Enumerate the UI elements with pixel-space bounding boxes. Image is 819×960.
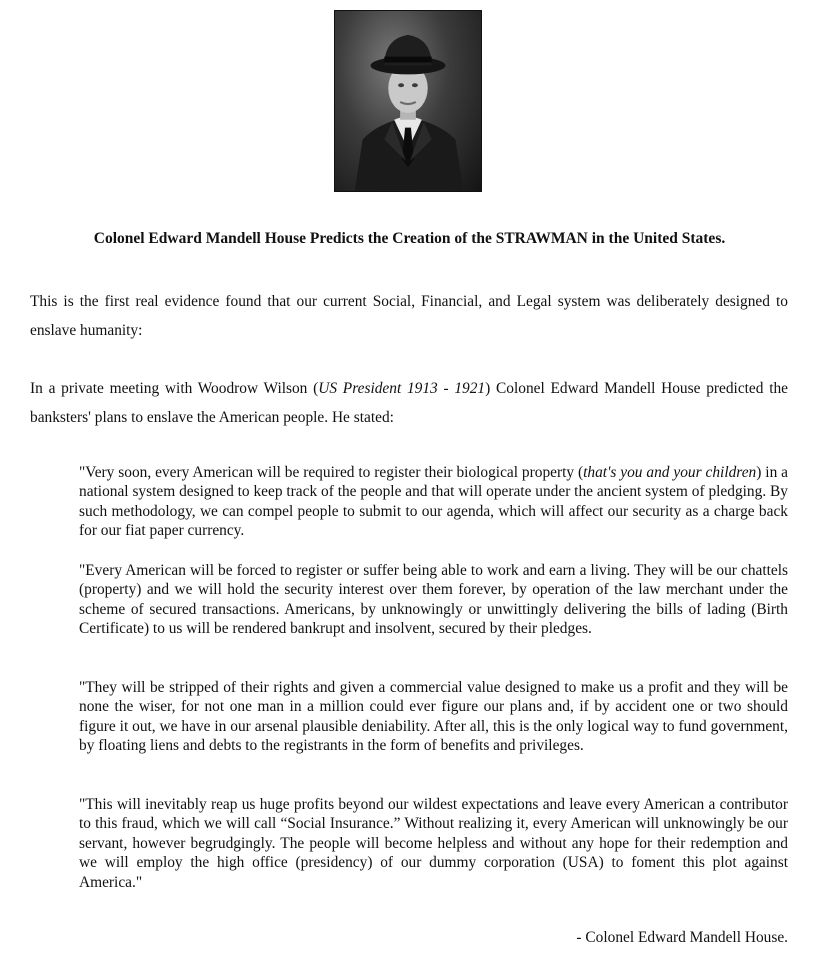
portrait-photo: [334, 10, 482, 192]
context-text-after: ) Colonel Edward Mandell House predicted the banksters' plans to enslave the American people. He stated:: [30, 380, 788, 426]
quote-paragraph-2: "Every American will be forced to register or suffer being able to work and earn a living. They will be our chattels (property) and we will hold the security interest over them forever, by operation of the law merchant under the scheme of secured transactions. Americans, by unknowingly or unwittingly delivering the bills of lading (Birth Certificate) to us will be rendered bankrupt and insolvent, secured by their pledges.: [79, 562, 788, 638]
context-paragraph: [30, 374, 788, 432]
signature: - Colonel Edward Mandell House.: [576, 929, 788, 946]
quote-paragraph-1: [79, 463, 788, 541]
quote-1-italic: that's you and your children: [583, 464, 757, 481]
context-text-before: In a private meeting with Woodrow Wilson (: [30, 380, 319, 397]
quote-paragraph-4: "This will inevitably reap us huge profits beyond our wildest expectations and leave every American a contributor to this fraud, which we will call “Social Insurance.” Without realizing it, every American will unknowingly be our servant, however begrudgingly. The people will become helpless and without any hope for their redemption and we will employ the high office (presidency) of our dummy corporation (USA) to foment this plot against America.": [79, 796, 788, 891]
portrait-photo-icon: [335, 11, 481, 191]
quote-1-before: "Very soon, every American will be required to register their biological property (: [79, 464, 584, 481]
quote-1-after: ) in a national system designed to keep track of the people and that will operate under the ancient system of pledging. By such methodology, we can compel people to submit to our agenda, which will affect our security as a charge back for our fiat paper currency.: [79, 464, 789, 540]
page-title: Colonel Edward Mandell House Predicts the Creation of the STRAWMAN in the United States.: [93, 230, 726, 247]
intro-paragraph: This is the first real evidence found that our current Social, Financial, and Legal system was deliberately designed to enslave humanity:: [30, 293, 788, 339]
quote-paragraph-3: "They will be stripped of their rights and given a commercial value designed to make us a profit and they will be none the wiser, for not one man in a million could ever figure our plans and, if by accident one or two should figure it out, we have in our arsenal plausible deniability. After all, this is the only logical way to fund government, by floating liens and debts to the registrants in the form of benefits and privileges.: [79, 679, 788, 755]
context-italic: US President 1913 - 1921: [318, 380, 486, 397]
